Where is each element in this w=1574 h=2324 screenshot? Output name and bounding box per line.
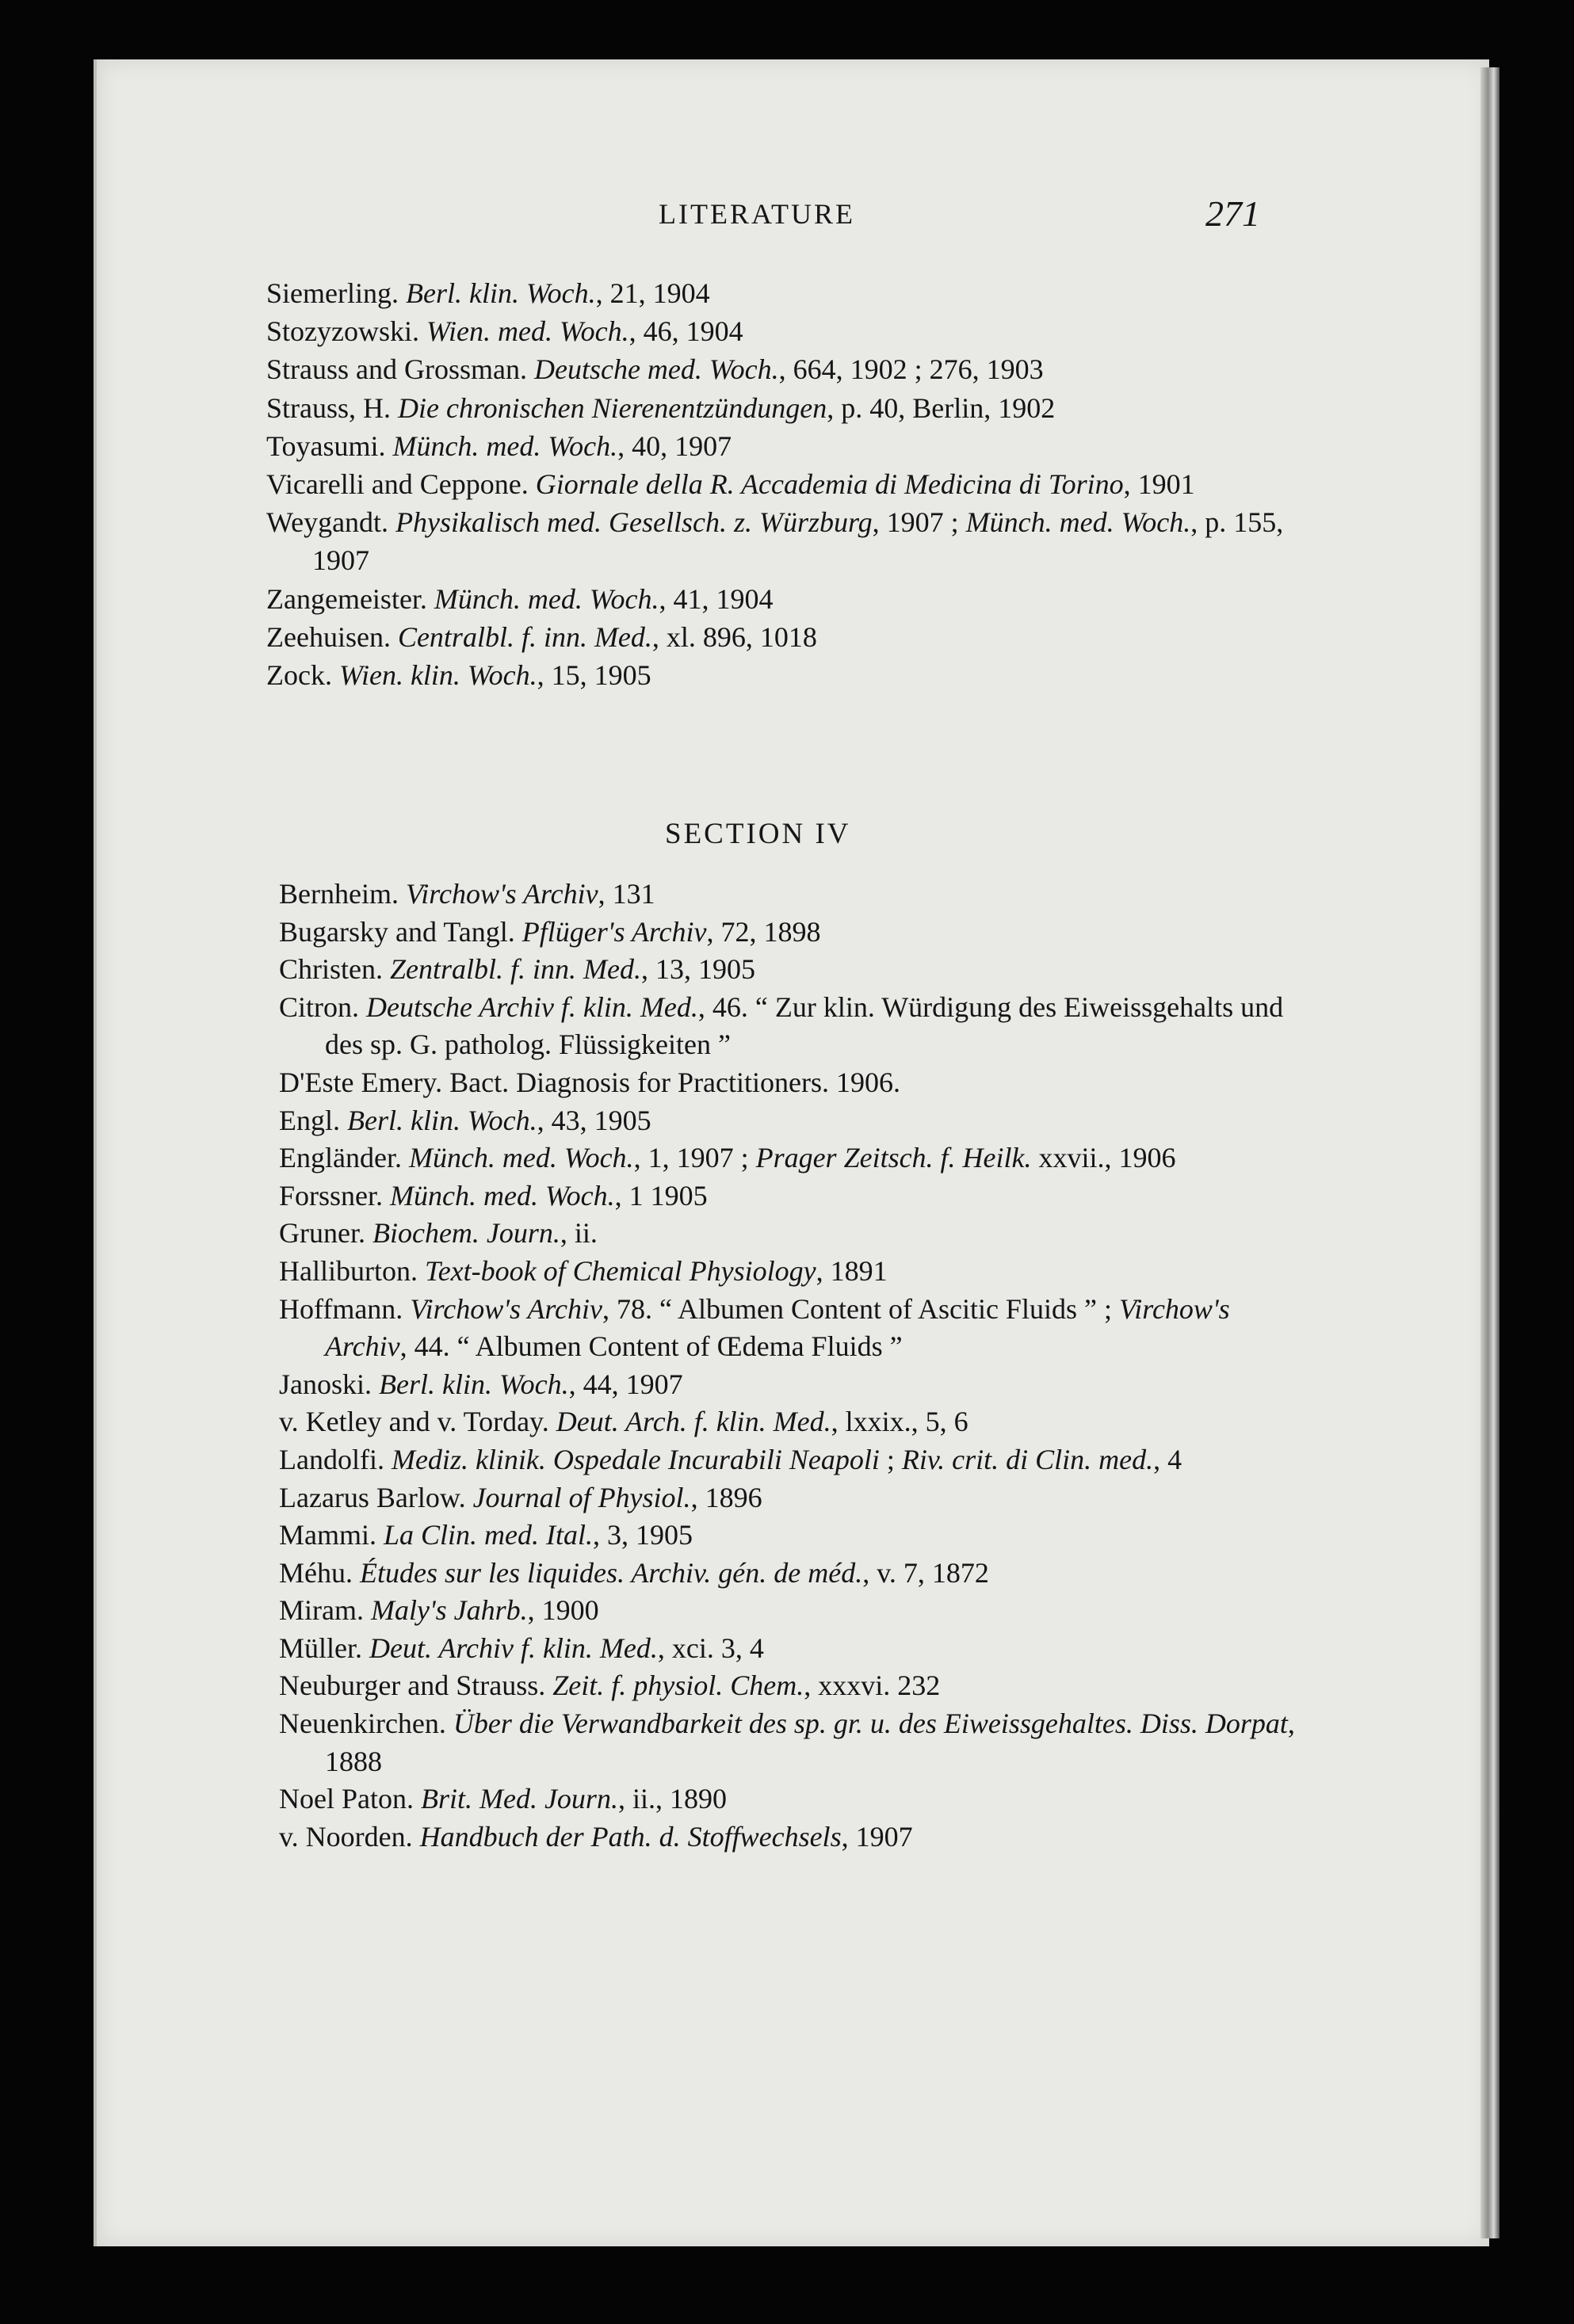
reference-author: Landolfi. — [279, 1443, 384, 1475]
reference-detail: , p. 155, 1907 — [312, 506, 1284, 577]
reference-entry — [279, 1667, 1309, 1705]
reference-detail: xxvii., 1906 — [1031, 1142, 1176, 1174]
reference-entry — [279, 951, 1309, 989]
reference-entry — [279, 1705, 1309, 1780]
reference-detail: Bact. Diagnosis for Practitioners. 1906. — [449, 1066, 900, 1098]
reference-author: Müller. — [279, 1631, 362, 1664]
reference-title: Über die Verwandbarkeit des sp. gr. u. des Eiweissgehaltes. Diss. Dorpat — [453, 1708, 1288, 1740]
reference-entry — [279, 1139, 1309, 1177]
reference-author: Hoffmann. — [279, 1292, 403, 1325]
reference-title: Münch. med. Woch. — [408, 1142, 634, 1174]
reference-detail: , 1 1905 — [614, 1179, 708, 1212]
reference-detail: , 72, 1898 — [706, 915, 821, 948]
reference-author: v. Ketley and v. Torday. — [279, 1406, 549, 1438]
reference-entry — [266, 427, 1297, 465]
reference-title: La Clin. med. Ital. — [384, 1519, 594, 1551]
reference-detail: ; — [879, 1443, 902, 1475]
reference-entry — [266, 312, 1297, 350]
reference-entry — [279, 1064, 1309, 1102]
reference-detail: , 46, 1904 — [628, 315, 743, 348]
reference-title: Zeit. f. physiol. Chem. — [552, 1670, 804, 1702]
reference-title: Centralbl. f. inn. Med. — [397, 620, 652, 653]
reference-detail: , 1900 — [527, 1594, 599, 1627]
reference-detail: , 664, 1902 ; 276, 1903 — [778, 353, 1044, 386]
reference-author: Weygandt. — [266, 506, 389, 539]
reference-detail: , 44. “ Albumen Content of Œdema Fluids ” — [399, 1330, 903, 1363]
reference-author: Janoski. — [279, 1368, 372, 1400]
reference-title: Deutsche Archiv f. klin. Med. — [366, 990, 698, 1023]
reference-detail: , 43, 1905 — [537, 1104, 651, 1136]
reference-entry — [279, 876, 1309, 914]
reference-author: Lazarus Barlow. — [279, 1481, 466, 1513]
reference-author: Méhu. — [279, 1556, 353, 1589]
reference-detail: , 1907 ; — [872, 506, 966, 539]
reference-author: Stozyzowski. — [266, 315, 419, 348]
reference-author: Christen. — [279, 953, 383, 986]
reference-entry — [279, 989, 1309, 1064]
reference-detail: , 131 — [598, 878, 655, 910]
reference-entry — [279, 1630, 1309, 1668]
reference-detail: , lxxix., 5, 6 — [831, 1406, 968, 1438]
reference-author: Bugarsky and Tangl. — [279, 915, 515, 948]
reference-title: Deutsche med. Woch. — [533, 353, 779, 386]
reference-title: Wien. med. Woch. — [426, 315, 629, 348]
reference-detail: , 1888 — [325, 1708, 1295, 1777]
reference-detail: , xl. 896, 1018 — [651, 620, 817, 653]
reference-author: Zock. — [266, 659, 332, 692]
reference-title: Wien. klin. Woch. — [338, 659, 537, 692]
reference-title: Berl. klin. Woch. — [379, 1368, 569, 1400]
reference-detail: , 1891 — [816, 1254, 888, 1287]
reference-detail: , 44, 1907 — [568, 1368, 683, 1400]
reference-author: Mammi. — [279, 1519, 376, 1551]
reference-author: Forssner. — [279, 1179, 384, 1212]
reference-title: Text-book of Chemical Physiology — [424, 1254, 816, 1287]
reference-entry — [266, 350, 1297, 388]
reference-entry — [279, 1366, 1309, 1404]
reference-detail: , 21, 1904 — [595, 277, 710, 309]
reference-title: Münch. med. Woch. — [434, 582, 659, 615]
reference-title: Mediz. klinik. Ospedale Incurabili Neapoli — [391, 1443, 880, 1475]
reference-entry — [279, 1215, 1309, 1253]
reference-detail: , 15, 1905 — [537, 659, 651, 692]
reference-title: Prager Zeitsch. f. Heilk. — [755, 1142, 1032, 1174]
reference-entry — [279, 1177, 1309, 1215]
reference-author: Toyasumi. — [266, 429, 386, 462]
reference-entry — [279, 1555, 1309, 1593]
reference-title: Münch. med. Woch. — [392, 429, 618, 462]
reference-detail: , 1901 — [1123, 468, 1195, 501]
page-header — [0, 193, 1574, 245]
reference-detail: , 13, 1905 — [641, 953, 755, 986]
reference-author: Bernheim. — [279, 878, 399, 910]
reference-title: Virchow's Archiv — [410, 1292, 602, 1325]
reference-title: Deut. Archiv f. klin. Med. — [369, 1631, 658, 1664]
reference-title: Handbuch der Path. d. Stoffwechsels — [419, 1820, 842, 1853]
reference-detail: , 1, 1907 ; — [633, 1142, 756, 1174]
reference-entry — [266, 580, 1297, 618]
reference-detail: , p. 40, Berlin, 1902 — [827, 391, 1056, 424]
reference-author: Engl. — [279, 1104, 340, 1136]
reference-author: Zeehuisen. — [266, 620, 391, 653]
reference-entry — [266, 503, 1297, 579]
reference-list-section-iv — [279, 876, 1309, 1856]
reference-author: Strauss and Grossman. — [266, 353, 527, 386]
reference-detail: , 40, 1907 — [617, 429, 732, 462]
reference-title: Journal of Physiol. — [472, 1481, 691, 1513]
reference-title: Études sur les liquides. Archiv. gén. de méd. — [360, 1556, 863, 1589]
reference-author: Miram. — [279, 1594, 364, 1627]
reference-title: Giornale della R. Accademia di Medicina di Torino — [535, 468, 1124, 501]
reference-entry — [279, 1780, 1309, 1818]
reference-entry — [279, 1441, 1309, 1479]
page-edge-shadow — [1480, 67, 1500, 2238]
reference-detail: , 1896 — [690, 1481, 762, 1513]
reference-author: Halliburton. — [279, 1254, 418, 1287]
reference-detail: , 78. “ Albumen Content of Ascitic Fluids ” ; — [602, 1292, 1119, 1325]
reference-author: v. Noorden. — [279, 1820, 413, 1853]
reference-author: Siemerling. — [266, 277, 399, 309]
reference-title: Die chronischen Nierenentzündungen — [398, 391, 827, 424]
reference-detail: , 41, 1904 — [659, 582, 774, 615]
reference-entry — [279, 1403, 1309, 1441]
reference-title: Virchow's Archiv — [325, 1292, 1230, 1363]
reference-entry — [266, 656, 1297, 694]
reference-title: Berl. klin. Woch. — [405, 277, 596, 309]
reference-author: Neuenkirchen. — [279, 1708, 446, 1740]
reference-title: Pflüger's Archiv — [521, 915, 707, 948]
reference-entry — [266, 274, 1297, 312]
reference-title: Berl. klin. Woch. — [347, 1104, 537, 1136]
running-head: LITERATURE — [659, 198, 855, 230]
reference-detail: , xxxvi. 232 — [804, 1670, 941, 1702]
reference-entry — [279, 1592, 1309, 1630]
reference-entry — [279, 1818, 1309, 1857]
reference-title: Physikalisch med. Gesellsch. z. Würzburg — [395, 506, 873, 539]
reference-title: Maly's Jahrb. — [370, 1594, 528, 1627]
reference-detail: , 3, 1905 — [593, 1519, 693, 1551]
reference-entry — [266, 389, 1297, 427]
reference-title: Zentralbl. f. inn. Med. — [390, 953, 641, 986]
reference-author: Engländer. — [279, 1142, 402, 1174]
reference-title: Riv. crit. di Clin. med. — [901, 1443, 1154, 1475]
reference-detail: , 1907 — [841, 1820, 913, 1853]
section-heading: SECTION IV — [665, 818, 851, 850]
reference-title: Virchow's Archiv — [405, 878, 598, 910]
reference-author: D'Este Emery. — [279, 1066, 443, 1098]
reference-entry — [279, 1253, 1309, 1291]
reference-detail: , 4 — [1153, 1443, 1182, 1475]
reference-author: Neuburger and Strauss. — [279, 1670, 546, 1702]
reference-entry — [279, 1102, 1309, 1140]
reference-author: Noel Paton. — [279, 1783, 414, 1815]
reference-title: Deut. Arch. f. klin. Med. — [556, 1406, 831, 1438]
reference-author: Zangemeister. — [266, 582, 427, 615]
reference-author: Strauss, H. — [266, 391, 392, 424]
reference-detail: , ii. — [560, 1217, 598, 1250]
reference-author: Gruner. — [279, 1217, 365, 1250]
reference-entry — [279, 1291, 1309, 1366]
reference-entry — [279, 1479, 1309, 1517]
reference-entry — [266, 618, 1297, 656]
reference-entry — [279, 1517, 1309, 1555]
reference-detail: , 46. “ Zur klin. Würdigung des Eiweissgehalts und des sp. G. patholog. Flüssigkeiten ” — [325, 990, 1284, 1061]
reference-title: Biochem. Journ. — [372, 1217, 560, 1250]
page-number: 271 — [1205, 193, 1260, 234]
reference-title: Münch. med. Woch. — [390, 1179, 615, 1212]
reference-title: Münch. med. Woch. — [965, 506, 1191, 539]
reference-entry — [279, 914, 1309, 952]
reference-title: Brit. Med. Journ. — [420, 1783, 618, 1815]
reference-list-continued — [266, 274, 1297, 694]
reference-entry — [266, 465, 1297, 503]
reference-author: Vicarelli and Ceppone. — [266, 468, 529, 501]
reference-detail: , xci. 3, 4 — [657, 1631, 764, 1664]
reference-detail: , ii., 1890 — [617, 1783, 727, 1815]
reference-author: Citron. — [279, 990, 360, 1023]
reference-detail: , v. 7, 1872 — [862, 1556, 989, 1589]
